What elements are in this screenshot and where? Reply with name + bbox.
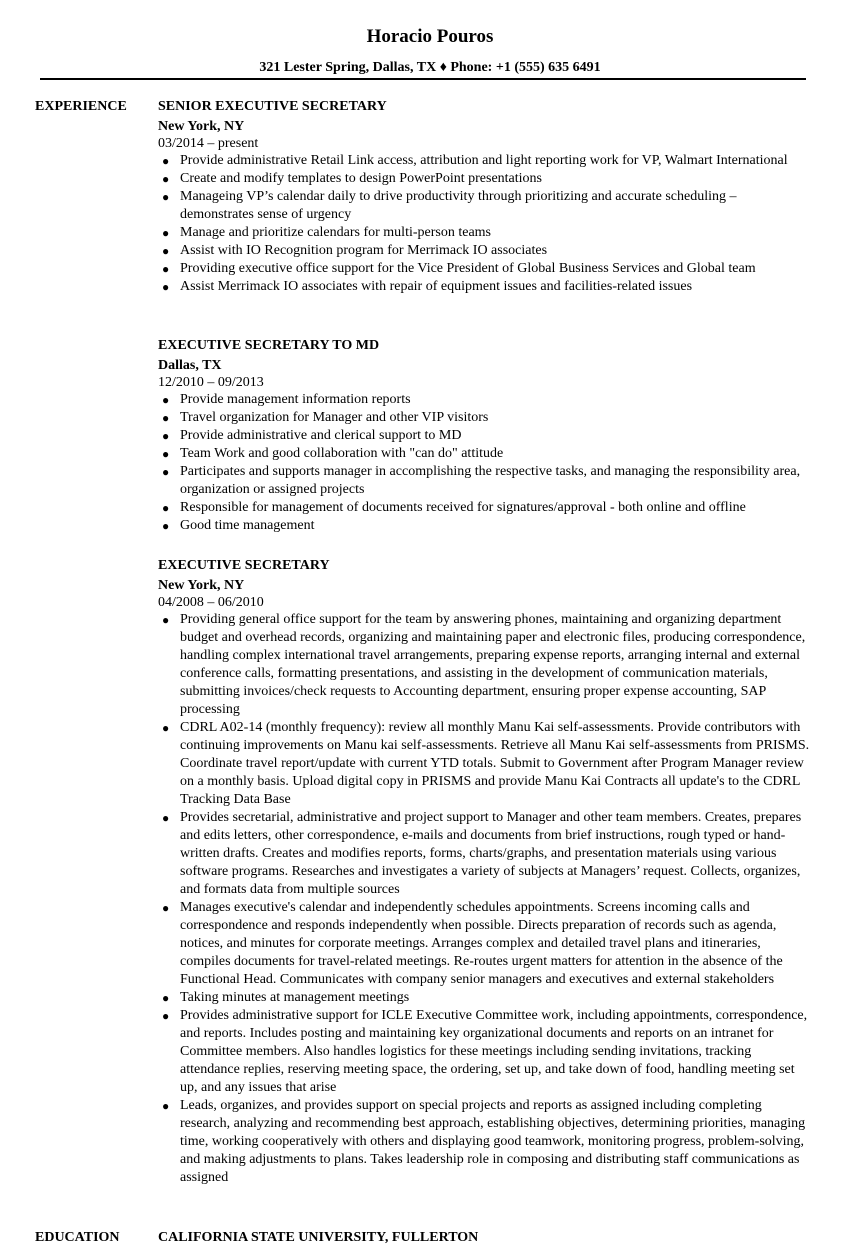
bullet-dot-icon: ● bbox=[162, 519, 170, 533]
list-item bbox=[158, 1097, 810, 1187]
list-item bbox=[158, 809, 810, 899]
job-location: Dallas, TX bbox=[158, 358, 222, 373]
bullet-text: Providing general office support for the team by answering phones, maintaining and organizing department budget and overhead records, organizing and maintaining paper and electronic files, producing correspondence, handling complex international travel arrangements, preparing expense reports, arranging internal and external conference calls, formatting presentations, and assisting in the development of communication materials, submitting invoices/check requests to Accounting department, ensuring proper expense accounting, SAP processing bbox=[180, 612, 806, 717]
bullet-dot-icon: ● bbox=[162, 172, 170, 186]
list-item bbox=[158, 719, 810, 809]
bullet-dot-icon: ● bbox=[162, 262, 170, 276]
job-dates: 03/2014 – present bbox=[158, 136, 259, 151]
bullet-text: Responsible for management of documents received for signatures/approval - both online and offline bbox=[180, 500, 746, 515]
list-item bbox=[158, 517, 810, 535]
bullet-text: Manages executive's calendar and independently schedules appointments. Screens incoming calls and correspondence and responds independently when possible. Directs preparation of records such as agenda, notices, and minutes for corporate meetings. Arranges complex and detailed travel plans and itineraries, compiles documents for travel-related meetings. Re-routes urgent matters for attention in the absence of the Functional Head. Communicates with company senior managers and executives and external stakeholders bbox=[180, 900, 783, 987]
job-dates: 12/2010 – 09/2013 bbox=[158, 375, 264, 390]
job-location: New York, NY bbox=[158, 578, 245, 593]
list-item bbox=[158, 1007, 810, 1097]
list-item bbox=[158, 188, 810, 224]
list-item bbox=[158, 899, 810, 989]
list-item bbox=[158, 611, 810, 719]
bullet-text: Providing executive office support for the Vice President of Global Business Services and Global team bbox=[180, 261, 756, 276]
list-item bbox=[158, 499, 810, 517]
list-item bbox=[158, 278, 810, 296]
bullet-text: Provide administrative Retail Link access, attribution and light reporting work for VP, Walmart International bbox=[180, 153, 788, 168]
job-entry bbox=[158, 98, 810, 296]
school-name: CALIFORNIA STATE UNIVERSITY, FULLERTON bbox=[158, 1230, 479, 1245]
bullet-text: Manageing VP’s calendar daily to drive productivity through prioritizing and accurate scheduling – demonstrates sense of urgency bbox=[180, 189, 737, 222]
bullet-text: Create and modify templates to design PowerPoint presentations bbox=[180, 171, 542, 186]
bullet-dot-icon: ● bbox=[162, 393, 170, 407]
bullet-dot-icon: ● bbox=[162, 190, 170, 204]
bullet-dot-icon: ● bbox=[162, 1009, 170, 1023]
list-item bbox=[158, 427, 810, 445]
job-dates: 04/2008 – 06/2010 bbox=[158, 595, 264, 610]
bullet-text: Provide administrative and clerical support to MD bbox=[180, 428, 462, 443]
job-bullets bbox=[158, 152, 810, 296]
bullet-dot-icon: ● bbox=[162, 721, 170, 735]
job-title: EXECUTIVE SECRETARY TO MD bbox=[158, 338, 380, 353]
bullet-text: Provides secretarial, administrative and project support to Manager and other team members. Creates, prepares and edits letters, other correspondence, e-mails and documents from brief instructions, rough typed or hand-written drafts. Creates and modifies reports, forms, charts/graphs, and presentation materials using various software programs. Researches and investigates a variety of subjects at Managers’ request. Collects, organizes, and formats data from multiple sources bbox=[180, 810, 802, 897]
bullet-text: Provides administrative support for ICLE Executive Committee work, including appointments, correspondence, and reports. Includes posting and maintaining key organizational documents and reports on an intranet for Committee members. Also handles logistics for these meetings including sending invitations, tracking attendance replies, reserving meeting space, the ordering, set up, and take down of food, handling meeting set up, and any issues that arise bbox=[180, 1008, 808, 1095]
bullet-dot-icon: ● bbox=[162, 1099, 170, 1113]
bullet-text: Leads, organizes, and provides support on special projects and reports as assigned including completing research, analyzing and recommending best approach, establishing objectives, determining priorities, managing time, working cooperatively with others and displaying good teamwork, monitoring progress, problem-solving, and making adjustments to plans. Takes leadership role in composing and distributing staff communications as assigned bbox=[180, 1098, 806, 1185]
list-item bbox=[158, 224, 810, 242]
bullet-text: Manage and prioritize calendars for multi-person teams bbox=[180, 225, 491, 240]
education-entry bbox=[158, 1229, 810, 1247]
bullet-text: Team Work and good collaboration with "can do" attitude bbox=[180, 446, 504, 461]
bullet-dot-icon: ● bbox=[162, 429, 170, 443]
bullet-text: Good time management bbox=[180, 518, 315, 533]
list-item bbox=[158, 260, 810, 278]
list-item bbox=[158, 463, 810, 499]
list-item bbox=[158, 152, 810, 170]
bullet-dot-icon: ● bbox=[162, 901, 170, 915]
bullet-dot-icon: ● bbox=[162, 226, 170, 240]
job-title: SENIOR EXECUTIVE SECRETARY bbox=[158, 99, 387, 114]
list-item bbox=[158, 989, 810, 1007]
experience-label: EXPERIENCE bbox=[35, 99, 127, 114]
list-item bbox=[158, 409, 810, 427]
job-title: EXECUTIVE SECRETARY bbox=[158, 558, 330, 573]
bullet-text: Provide management information reports bbox=[180, 392, 411, 407]
job-bullets bbox=[158, 391, 810, 535]
bullet-dot-icon: ● bbox=[162, 244, 170, 258]
list-item bbox=[158, 242, 810, 260]
candidate-name: Horacio Pouros bbox=[366, 26, 494, 47]
bullet-text: CDRL A02-14 (monthly frequency): review all monthly Manu Kai self-assessments. Provide contributors with continuing improvements on Manu kai self-assessments. Retrieve all Manu Kai self-assessments from PRISMS. Coordinate travel report/update with current YTD totals. Submit to Government after Program Manager review on a monthly basis. Upload digital copy in PRISMS and provide Manu Kai Contracts all update's to the CDRL Tracking Data Base bbox=[180, 720, 810, 807]
contact-line: 321 Lester Spring, Dallas, TX ♦ Phone: +1 (555) 635 6491 bbox=[259, 60, 601, 75]
bullet-dot-icon: ● bbox=[162, 411, 170, 425]
list-item bbox=[158, 391, 810, 409]
header-divider bbox=[40, 78, 806, 80]
bullet-dot-icon: ● bbox=[162, 613, 170, 627]
bullet-dot-icon: ● bbox=[162, 154, 170, 168]
bullet-dot-icon: ● bbox=[162, 501, 170, 515]
job-entry bbox=[158, 337, 810, 535]
bullet-text: Participates and supports manager in accomplishing the respective tasks, and managing the responsibility area, organization or assigned projects bbox=[180, 464, 801, 497]
list-item bbox=[158, 445, 810, 463]
bullet-text: Assist with IO Recognition program for Merrimack IO associates bbox=[180, 243, 548, 258]
bullet-text: Assist Merrimack IO associates with repair of equipment issues and facilities-related issues bbox=[180, 279, 693, 294]
bullet-dot-icon: ● bbox=[162, 811, 170, 825]
bullet-dot-icon: ● bbox=[162, 280, 170, 294]
bullet-dot-icon: ● bbox=[162, 447, 170, 461]
job-bullets bbox=[158, 611, 810, 1187]
job-entry bbox=[158, 557, 810, 1187]
education-label: EDUCATION bbox=[35, 1230, 120, 1245]
bullet-dot-icon: ● bbox=[162, 465, 170, 479]
job-location: New York, NY bbox=[158, 119, 245, 134]
list-item bbox=[158, 170, 810, 188]
bullet-dot-icon: ● bbox=[162, 991, 170, 1005]
bullet-text: Taking minutes at management meetings bbox=[180, 990, 410, 1005]
bullet-text: Travel organization for Manager and other VIP visitors bbox=[180, 410, 489, 425]
